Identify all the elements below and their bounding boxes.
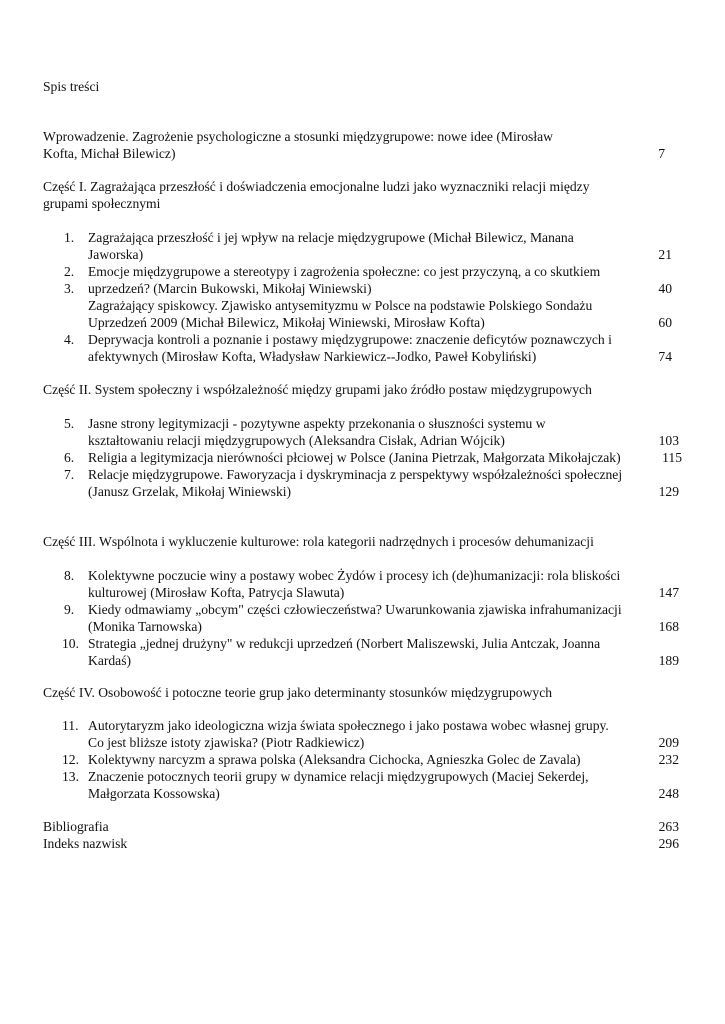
chapter-11-number: 11. [62, 718, 79, 733]
chapter-8-number: 8. [64, 568, 75, 583]
chapter-10-page-number: 189 [658, 653, 679, 668]
index-page-number: 296 [658, 836, 679, 851]
chapter-3-title-line-2: Uprzedzeń 2009 (Michał Bilewicz, Mikołaj Winiewski, Mirosław Kofta) [88, 315, 485, 330]
intro-title-line-1: Wprowadzenie. Zagrożenie psychologiczne a stosunki międzygrupowe: nowe idee (Mirosław [43, 129, 553, 144]
chapter-8-title-line-1: Kolektywne poczucie winy a postawy wobec Żydów i procesy ich (de)humanizacji: rola bliskości [88, 568, 621, 583]
chapter-10-title-line-2: Kardaś) [88, 653, 132, 668]
chapter-1-title-line-2: Jaworska) [88, 247, 144, 262]
chapter-2-page-number: 40 [658, 281, 672, 296]
chapter-6-title: Religia a legitymizacja nierówności płciowej w Polsce (Janina Pietrzak, Małgorzata Mikołajczak) [88, 450, 621, 465]
chapter-2-title-line-1: Emocje międzygrupowe a stereotypy i zagrożenia społeczne: co jest przyczyną, a co skutkiem [88, 264, 601, 279]
chapter-12-number: 12. [62, 752, 79, 767]
page-title: Spis treści [43, 79, 100, 94]
part-2-heading: Część II. System społeczny i współzależność między grupami jako źródło postaw międzygrupowych [43, 382, 592, 397]
chapter-1-number: 1. [64, 230, 75, 245]
chapter-9-page-number: 168 [658, 619, 679, 634]
chapter-4-number: 4. [64, 332, 75, 347]
chapter-8-title-line-2: kulturowej (Mirosław Kofta, Patrycja Slawuta) [88, 585, 345, 600]
intro-title-line-2: Kofta, Michał Bilewicz) [43, 146, 176, 161]
chapter-1-page-number: 21 [658, 247, 672, 262]
chapter-1-title-line-1: Zagrażająca przeszłość i jej wpływ na relacje międzygrupowe (Michał Bilewicz, Manana [88, 230, 574, 245]
bibliography-page-number: 263 [658, 819, 679, 834]
chapter-3-page-number: 60 [658, 315, 672, 330]
chapter-5-title-line-1: Jasne strony legitymizacji - pozytywne aspekty przekonania o słuszności systemu w [88, 416, 546, 431]
chapter-13-number: 13. [62, 769, 79, 784]
chapter-6-number: 6. [64, 450, 75, 465]
chapter-13-title-line-2: Małgorzata Kossowska) [88, 786, 220, 801]
chapter-9-title-line-1: Kiedy odmawiamy „obcym" części człowieczeństwa? Uwarunkowania zjawiska infrahumanizacji [88, 602, 622, 617]
chapter-10-title-line-1: Strategia „jednej drużyny" w redukcji uprzedzeń (Norbert Maliszewski, Julia Antczak, Joanna [88, 636, 601, 651]
chapter-9-title-line-2: (Monika Tarnowska) [88, 619, 202, 634]
chapter-5-title-line-2: kształtowaniu relacji międzygrupowych (Aleksandra Cisłak, Adrian Wójcik) [88, 433, 505, 448]
chapter-2-title-line-2: uprzedzeń? (Marcin Bukowski, Mikołaj Winiewski) [88, 281, 372, 296]
part-3-heading: Część III. Wspólnota i wykluczenie kulturowe: rola kategorii nadrzędnych i procesów dehumanizacji [43, 534, 594, 549]
chapter-7-title-line-1: Relacje międzygrupowe. Faworyzacja i dyskryminacja z perspektywy współzależności społecznej [88, 467, 623, 482]
index-label: Indeks nazwisk [43, 836, 128, 851]
chapter-4-title-line-1: Deprywacja kontroli a poznanie i postawy międzygrupowe: znaczenie deficytów poznawczych i [88, 332, 612, 347]
chapter-3-number: 3. [64, 281, 75, 296]
chapter-12-page-number: 232 [658, 752, 679, 767]
chapter-4-title-line-2: afektywnych (Mirosław Kofta, Władysław Narkiewicz--Jodko, Paweł Kobyliński) [88, 349, 537, 364]
chapter-12-title: Kolektywny narcyzm a sprawa polska (Aleksandra Cichocka, Agnieszka Golec de Zavala) [88, 752, 581, 767]
intro-page-number: 7 [658, 146, 665, 161]
chapter-2-number: 2. [64, 264, 75, 279]
chapter-11-page-number: 209 [658, 735, 679, 750]
chapter-13-title-line-1: Znaczenie potocznych teorii grupy w dynamice relacji międzygrupowych (Maciej Sekerdej, [88, 769, 589, 784]
chapter-5-page-number: 103 [658, 433, 679, 448]
part-1-heading-line-2: grupami społecznymi [43, 196, 161, 211]
chapter-5-number: 5. [64, 416, 75, 431]
chapter-6-page-number: 115 [662, 450, 682, 465]
chapter-3-title-line-1: Zagrażający spiskowcy. Zjawisko antysemityzmu w Polsce na podstawie Polskiego Sondażu [88, 298, 593, 313]
chapter-7-number: 7. [64, 467, 75, 482]
part-1-heading-line-1: Część I. Zagrażająca przeszłość i doświadczenia emocjonalne ludzi jako wyznaczniki relacji między [43, 179, 590, 194]
chapter-8-page-number: 147 [658, 585, 679, 600]
chapter-11-title-line-2: Co jest bliższe istoty zjawiska? (Piotr Radkiewicz) [88, 735, 365, 750]
chapter-4-page-number: 74 [658, 349, 672, 364]
bibliography-label: Bibliografia [43, 819, 109, 834]
chapter-7-title-line-2: (Janusz Grzelak, Mikołaj Winiewski) [88, 484, 292, 499]
chapter-10-number: 10. [62, 636, 79, 651]
chapter-9-number: 9. [64, 602, 75, 617]
chapter-11-title-line-1: Autorytaryzm jako ideologiczna wizja świata społecznego i jako postawa wobec własnej grupy. [88, 718, 609, 733]
chapter-7-page-number: 129 [658, 484, 679, 499]
part-4-heading: Część IV. Osobowość i potoczne teorie grup jako determinanty stosunków międzygrupowych [43, 685, 553, 700]
chapter-13-page-number: 248 [658, 786, 679, 801]
